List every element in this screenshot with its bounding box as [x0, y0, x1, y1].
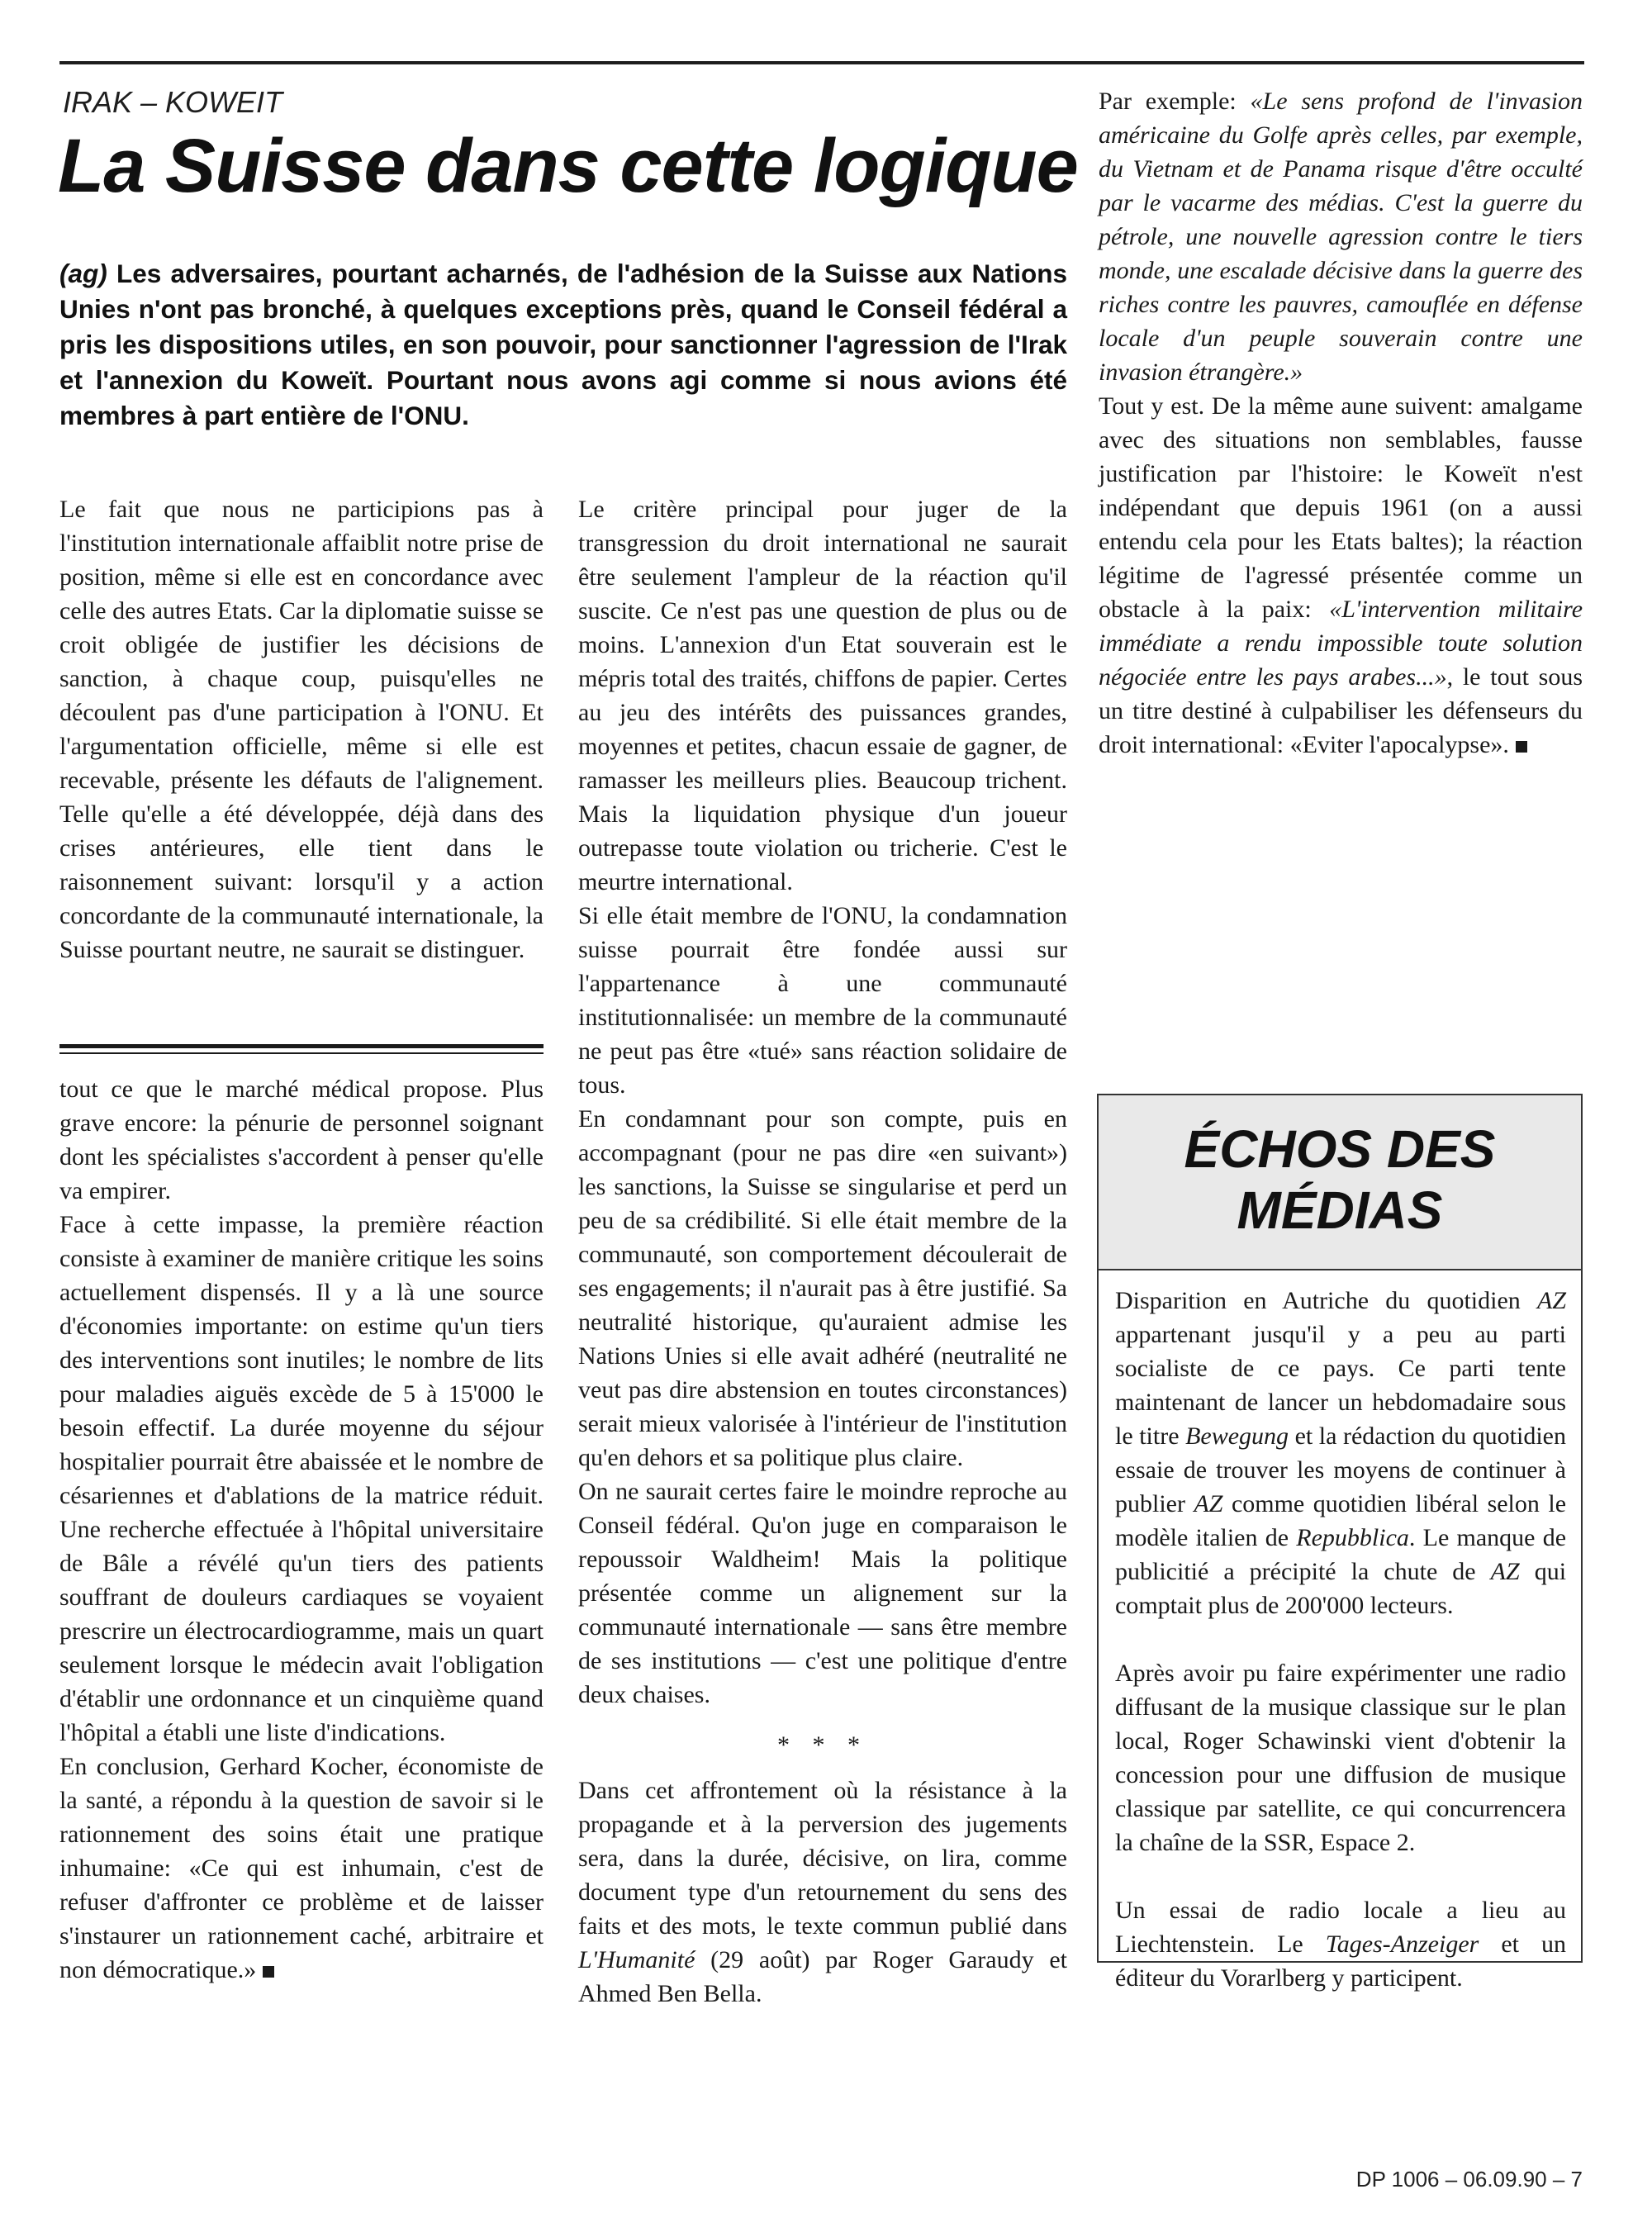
publication-name: L'Humanité [578, 1946, 695, 1973]
publication-name: Tages-Anzeiger [1325, 1930, 1479, 1958]
publication-name: Repubblica [1296, 1524, 1409, 1551]
publication-name: Bewegung [1185, 1422, 1289, 1450]
media-item-3-text-a: Un essai de radio locale a lieu au Liechtenstein. Le [1115, 1897, 1566, 1958]
main-paragraph-7-intro: Par exemple: [1099, 88, 1237, 115]
lead-signature: (ag) [59, 259, 107, 288]
continued-paragraph-1: tout ce que le marché médical propose. Plus grave encore: la pénurie de personnel soignant dont les spécialistes s'accordent à penser qu'elle va empirer. [59, 1076, 544, 1204]
media-item-1-text-a: Disparition en Autriche du quotidien [1115, 1287, 1521, 1314]
main-paragraph-1: Le fait que nous ne participions pas à l'institution internationale affaiblit notre prise de position, même si elle est en concordance avec celle des autres Etats. Car la diplomatie suisse se croit obligée de justifier les décisions de sanction, à chaque coup, puisqu'elles ne découlent pas d'une participation à l'ONU. Et l'argumentation officielle, même si elle est recevable, présente les défauts de l'alignement. Telle qu'elle a été développée, déjà dans des crises antérieures, elle tient dans le raisonnement suivant: lorsqu'il y a action concordante de la communauté internationale, la Suisse pourtant neutre, ne saurait se distinguer. [59, 496, 544, 963]
article-lead [59, 256, 1067, 434]
main-paragraph-6 [578, 1774, 1067, 2011]
main-article-column-2 [578, 492, 1067, 2011]
media-item-1-text-f: qui comptait plus de 200'000 lecteurs. [1115, 1558, 1567, 1619]
media-item-1-text-d: comme quotidien libéral selon le modèle italien de [1115, 1490, 1567, 1551]
media-item-2: Après avoir pu faire expérimenter une radio diffusant de la musique classique sur le plan local, Roger Schawinski vient d'obtenir la concession pour une diffusion de musique classique par satellite, ce qui concurrencera la chaîne de la SSR, Espace 2. [1115, 1660, 1566, 1856]
media-echoes-title: ÉCHOS DES MÉDIAS [1184, 1119, 1496, 1240]
main-paragraph-4: En condamnant pour son compte, puis en accompagnant (pour ne pas dire «en suivant») les sanctions, la Suisse se singularise et perd un peu de sa crédibilité. Si elle était membre de la communauté, son comportement découlerait de ses engagements; il n'aurait pas à être justifié. Sa neutralité historique, qu'auraient admise les Nations Unies si elle avait adhéré (neutralité ne veut pas dire abstension en toutes circonstances) serait mieux valorisée à l'intérieur de l'institution qu'en dehors et sa politique plus claire. [578, 1105, 1067, 1471]
media-item-3-text-b: et un éditeur du Vorarlberg y participent. [1115, 1930, 1567, 1992]
main-paragraph-2: Le critère principal pour juger de la transgression du droit international ne saurait être seulement l'ampleur de la réaction qu'il suscite. Ce n'est pas une question de plus ou de moins. L'annexion d'un Etat souverain est le mépris total des traités, chiffons de papier. Certes au jeu des intérêts des puissances grandes, moyennes et petites, chacun essaie de gagner, de ramasser les meilleurs plies. Beaucoup trichent. Mais la liquidation physique d'un joueur outrepasse toute violation ou tricherie. C'est le meurtre international. [578, 496, 1067, 895]
lead-text: Les adversaires, pourtant acharnés, de l'adhésion de la Suisse aux Nations Unies n'ont pas bronché, à quelques exceptions près, quand le Conseil fédéral a pris les dispositions utiles, en son pouvoir, pour sanctionner l'agression de l'Irak et l'annexion du Koweït. Pourtant nous avons agi comme si nous avions été membres à part entière de l'ONU. [59, 259, 1067, 430]
section-kicker: IRAK – KOWEIT [63, 85, 283, 119]
article-divider-rule [59, 1044, 544, 1054]
media-item-1-text-c: et la rédaction du quotidien essaie de trouver les moyens de continuer à publier [1115, 1422, 1566, 1517]
article-headline: La Suisse dans cette logique [58, 124, 1078, 208]
main-paragraph-8-end: , le tout sous un titre destiné à culpabiliser les défenseurs du droit international: «Eviter l'apocalypse». [1099, 663, 1583, 758]
main-paragraph-6-end: (29 août) par Roger Garaudy et Ahmed Ben Bella. [578, 1946, 1067, 2007]
continued-paragraph-2: Face à cette impasse, la première réaction consiste à examiner de manière critique les soins actuellement dispensés. Il y a là une source d'économies importante: on estime qu'un tiers des interventions sont inutiles; le nombre de lits pour maladies aiguës excède de 5 à 15'000 le besoin effectif. La durée moyenne du séjour hospitalier pourrait être abaissée et le nombre de césariennes et d'ablations de la matrice réduit. Une recherche effectuée à l'hôpital universitaire de Bâle a révélé qu'un tiers des patients souffrant de douleurs cardiaques se voyaient prescrire un électrocardiogramme, mais un quart seulement lorsque le médecin avait l'obligation d'établir une ordonnance et un cinquième quand l'hôpital a établi une liste d'indications. [59, 1211, 544, 1746]
publication-name: AZ [1537, 1287, 1567, 1314]
media-echoes-box [1097, 1094, 1583, 1992]
publication-name: AZ [1194, 1490, 1223, 1517]
main-article-column-1 [59, 492, 544, 966]
main-paragraph-6-text: Dans cet affrontement où la résistance à la propagande et à la perversion des jugements sera, dans la durée, décisive, on lira, comme document type d'un retournement du sens des faits et des mots, le texte commun publié dans [578, 1777, 1067, 1940]
media-echoes-header [1099, 1095, 1581, 1270]
continued-article-column [59, 1072, 544, 1987]
media-item-1-text-b: appartenant jusqu'il y a peu au parti socialiste de ce pays. Ce parti tente maintenant de lancer un hebdomadaire sous le titre [1115, 1321, 1566, 1450]
page-folio: DP 1006 – 06.09.90 – 7 [1355, 2167, 1583, 2192]
media-item-1-text-e: . Le manque de publicitié a précipité la chute de [1115, 1524, 1567, 1585]
main-paragraph-3: Si elle était membre de l'ONU, la condamnation suisse pourrait être fondée aussi sur l'appartenance à une communauté institutionnalisée: un membre de la communauté ne peut pas être «tué» sans réaction solidaire de tous. [578, 902, 1067, 1099]
section-separator: * * * [777, 1731, 868, 1759]
media-item-3 [1115, 1893, 1566, 1995]
main-paragraph-5: On ne saurait certes faire le moindre reproche au Conseil fédéral. Qu'on juge en comparaison le repoussoir Waldheim! Mais la politique présentée comme un alignement sur la communauté internationale — sans être membre de ses institutions — c'est une politique d'entre deux chaises. [578, 1478, 1067, 1708]
end-mark-icon [263, 1966, 274, 1978]
media-item-1 [1115, 1284, 1566, 1622]
continued-paragraph-3-text: En conclusion, Gerhard Kocher, économiste de la santé, a répondu à la question de savoir si le rationnement des soins était une pratique inhumaine: «Ce qui est inhumain, c'est de refuser d'affronter ce problème et de laisser s'instaurer un rationnement caché, arbitraire et non démocratique.» [59, 1753, 544, 1983]
main-paragraph-7 [1099, 84, 1583, 389]
publication-name: AZ [1490, 1558, 1520, 1585]
end-mark-icon [1516, 741, 1527, 753]
main-article-column-3 [1099, 84, 1583, 762]
media-echoes-body [1115, 1284, 1566, 1995]
continued-paragraph-3 [59, 1750, 544, 1987]
main-paragraph-8 [1099, 389, 1583, 762]
quoted-text: «Le sens profond de l'invasion américaine du Golfe après celles, par exemple, du Vietnam et de Panama risque d'être occulté par le vacarme des médias. C'est la guerre du pétrole, une nouvelle agression contre le tiers monde, une escalade décisive dans la guerre des riches contre les pauvres, camouflée en défense locale d'un peuple souverain contre une invasion étrangère.» [1099, 88, 1583, 386]
top-rule [59, 61, 1584, 64]
main-paragraph-8-start: Tout y est. De la même aune suivent: amalgame avec des situations non semblables, fausse justification par l'histoire: le Koweït n'est indépendant que depuis 1961 (on a aussi entendu cela pour les Etats baltes); la réaction légitime de l'agressé présentée comme un obstacle à la paix: [1099, 392, 1583, 623]
quoted-text-2: «L'intervention militaire immédiate a rendu impossible toute solution négociée entre les pays arabes...» [1099, 596, 1583, 691]
